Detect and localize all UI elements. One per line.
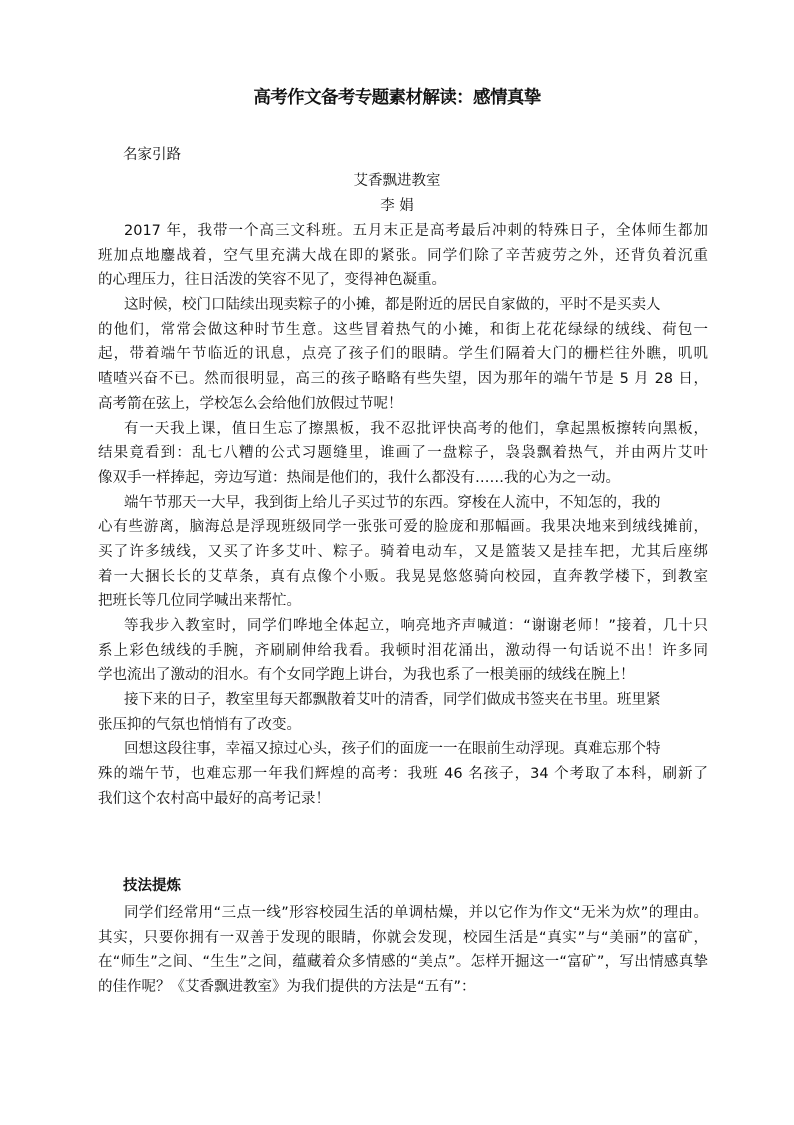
text-line: 端午节那天一大早，我到街上给儿子买过节的东西。穿梭在人流中，不知怎的，我的 [124, 494, 661, 511]
technique-body [98, 901, 708, 1000]
text-line: 把班长等几位同学喊出来帮忙。 [98, 593, 301, 610]
essay-paragraph [98, 417, 708, 491]
text-line: 张压抑的气氛也悄悄有了改变。 [98, 716, 301, 733]
text-line: 高考箭在弦上，学校怎么会给他们放假过节呢！ [98, 395, 403, 412]
essay-paragraph [98, 491, 708, 614]
text-line: 这时候，校门口陆续出现卖粽子的小摊，都是附近的居民自家做的，平时不是买卖人 [124, 297, 661, 314]
text-line: 等我步入教室时，同学们哗地全体起立，响亮地齐声喊道：“谢谢老师！”接着，几十只 [124, 618, 708, 634]
text-line: 2017 年，我带一个高三文科班。五月末正是高考最后冲刺的特殊日子，全体师生都加 [124, 223, 708, 239]
text-line: 的心理压力，往日活泼的笑容不见了，变得神色凝重。 [98, 272, 446, 289]
text-line: 系上彩色绒线的手腕，齐刷刷伸给我看。我顿时泪花涌出，激动得一句话说不出！许多同 [98, 642, 708, 659]
text-line: 起，带着端午节临近的讯息，点亮了孩子们的眼睛。学生们隔着大门的栅栏往外瞧，叽叽 [98, 346, 708, 363]
essay-author: 李 娟 [380, 198, 414, 214]
text-line: 着一大捆长长的艾草条，真有点像个小贩。我晃晃悠悠骑向校园，直奔教学楼下，到教室 [98, 568, 708, 585]
text-line: 有一天我上课，值日生忘了擦黑板，我不忍批评快高考的他们，拿起黑板擦转向黑板， [124, 420, 708, 437]
text-line: 喳喳兴奋不已。然而很明显，高三的孩子略略有些失望，因为那年的端午节是 5 月 28 日， [98, 371, 708, 388]
essay-paragraph [98, 219, 708, 293]
text-line: 心有些游离，脑海总是浮现班级同学一张张可爱的脸庞和那幅画。我果决地来到绒线摊前， [98, 519, 708, 536]
text-line: 像双手一样捧起，旁边写道：热闹是他们的，我什么都没有……我的心为之一动。 [98, 469, 620, 486]
text-line: 的佳作呢？《艾香飘进教室》为我们提供的方法是“五有”： [98, 979, 476, 996]
essay-paragraph [98, 688, 708, 737]
text-line: 班加点地鏖战着，空气里充满大战在即的紧张。同学们除了辛苦疲劳之外，还背负着沉重 [98, 247, 708, 264]
essay-paragraph [98, 293, 708, 416]
text-line: 的他们，常常会做这种时节生意。这些冒着热气的小摊，和街上花花绿绿的绒线、荷包一 [98, 321, 708, 338]
page-title: 高考作文备考专题素材解读：感情真挚 [253, 88, 541, 108]
text-line: 结果竟看到：乱七八糟的公式习题缝里，谁画了一盘粽子，袅袅飘着热气，并由两片艾叶 [98, 445, 708, 462]
essay-title: 艾香飘进教室 [353, 173, 441, 189]
text-line: 我们这个农村高中最好的高考记录！ [98, 790, 330, 807]
text-line: 回想这段往事，幸福又掠过心头，孩子们的面庞一一在眼前生动浮现。真难忘那个特 [124, 741, 661, 758]
essay-paragraph [98, 614, 708, 688]
technique-paragraph [98, 901, 708, 1000]
section-heading-technique: 技法提炼 [123, 878, 181, 894]
text-line: 接下来的日子，教室里每天都飘散着艾叶的清香，同学们做成书签夹在书里。班里紧 [124, 692, 661, 709]
essay-body [98, 219, 708, 812]
text-line: 买了许多绒线，又买了许多艾叶、粽子。骑着电动车，又是篮装又是挂车把，尤其后座绑 [98, 543, 708, 560]
text-line: 其实，只要你拥有一双善于发现的眼睛，你就会发现，校园生活是“真实”与“美丽”的富矿， [98, 929, 708, 946]
text-line: 殊的端午节，也难忘那一年我们辉煌的高考：我班 46 名孩子，34 个考取了本科，刷新了 [98, 766, 708, 783]
text-line: 在“师生”之间、“生生”之间，蕴藏着众多情感的“美点”。怎样开掘这一“富矿”，写出情感真挚 [98, 954, 708, 971]
text-line: 学也流出了激动的泪水。有个女同学跑上讲台，为我也系了一根美丽的绒线在腕上！ [98, 667, 635, 684]
essay-paragraph [98, 737, 708, 811]
section-label-famous-guide: 名家引路 [123, 147, 181, 163]
text-line: 同学们经常用“三点一线”形容校园生活的单调枯燥，并以它作为作文“无米为炊”的理由。 [124, 905, 708, 921]
